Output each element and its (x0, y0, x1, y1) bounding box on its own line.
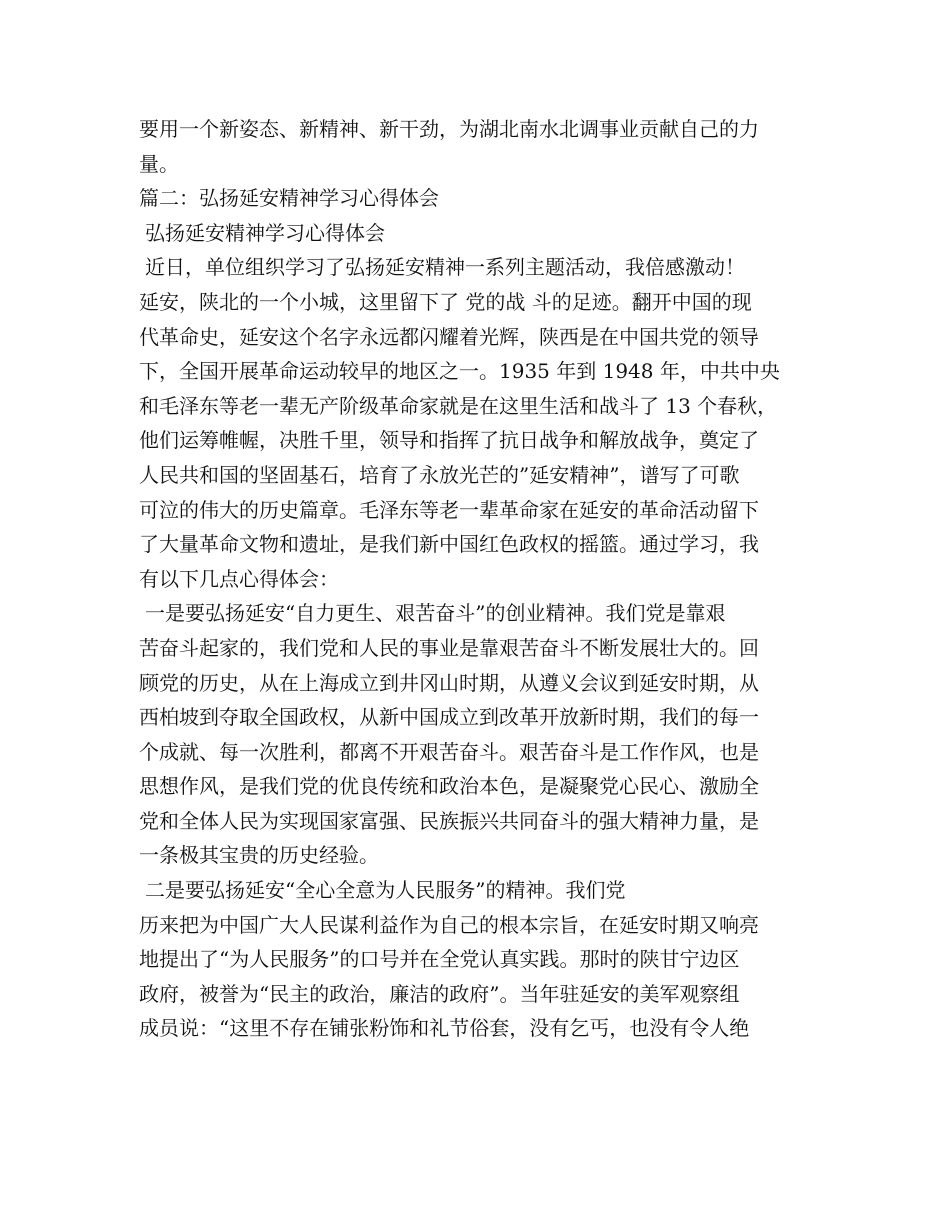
text-line: 思想作风，是我们党的优良传统和政治本色，是凝聚党心民心、激励全 (139, 774, 759, 799)
text-line: 有以下几点心得体会： (139, 566, 339, 591)
text-line: 近日，单位组织学习了弘扬延安精神一系列主题活动，我倍感激动！ (145, 255, 745, 280)
text-line: 地提出了“为人民服务”的口号并在全党认真实践。那时的陕甘宁边区 (139, 947, 740, 972)
text-line: 要用一个新姿态、新精神、新干劲，为湖北南水北调事业贡献自己的力 (139, 117, 759, 141)
text-line: 下，全国开展革命运动较早的地区之一。1935 年到 1948 年，中共中央 (139, 359, 780, 384)
text-line: 人民共和国的坚固基石，培育了永放光芒的”延安精神”，谱写了可歌 (139, 462, 740, 487)
text-line: 历来把为中国广大人民谋利益作为自己的根本宗旨，在延安时期又响亮 (139, 912, 759, 937)
article-title: 弘扬延安精神学习心得体会 (145, 220, 385, 245)
text-line: 了大量革命文物和遗址，是我们新中国红色政权的摇篮。通过学习，我 (139, 532, 759, 557)
text-line: 和毛泽东等老一辈无产阶级革命家就是在这里生活和战斗了 13 个春秋， (139, 393, 778, 418)
text-line: 顾党的历史，从在上海成立到井冈山时期，从遵义会议到延安时期，从 (139, 670, 759, 695)
text-line: 政府，被誉为“民主的政治，廉洁的政府”。当年驻延安的美军观察组 (139, 981, 740, 1006)
text-line: 二是要弘扬延安“全心全意为人民服务”的精神。我们党 (145, 878, 626, 903)
text-line: 个成就、每一次胜利，都离不开艰苦奋斗。艰苦奋斗是工作作风，也是 (139, 739, 759, 764)
text-line: 他们运筹帷幄，决胜千里，领导和指挥了抗日战争和解放战争，奠定了 (139, 428, 759, 453)
text-line: 苦奋斗起家的，我们党和人民的事业是靠艰苦奋斗不断发展壮大的。回 (139, 635, 759, 660)
text-line: 西柏坡到夺取全国政权，从新中国成立到改革开放新时期，我们的每一 (139, 705, 759, 730)
body-text (139, 112, 829, 1046)
text-line: 可泣的伟大的历史篇章。毛泽东等老一辈革命家在延安的革命活动留下 (139, 497, 759, 522)
text-line: 代革命史，延安这个名字永远都闪耀着光辉，陕西是在中国共党的领导 (139, 324, 759, 349)
section-heading: 篇二：弘扬延安精神学习心得体会 (139, 186, 439, 211)
text-line: 成员说：“这里不存在铺张粉饰和礼节俗套，没有乞丐，也没有令人绝 (139, 1016, 750, 1041)
text-line: 一条极其宝贵的历史经验。 (139, 843, 379, 868)
text-line: 一是要弘扬延安“自力更生、艰苦奋斗”的创业精神。我们党是靠艰 (145, 601, 726, 626)
text-line: 量。 (139, 151, 179, 176)
text-line: 党和全体人民为实现国家富强、民族振兴共同奋斗的强大精神力量，是 (139, 808, 759, 833)
text-line: 延安，陕北的一个小城，这里留下了 党的战 斗的足迹。翻开中国的现 (139, 289, 752, 314)
